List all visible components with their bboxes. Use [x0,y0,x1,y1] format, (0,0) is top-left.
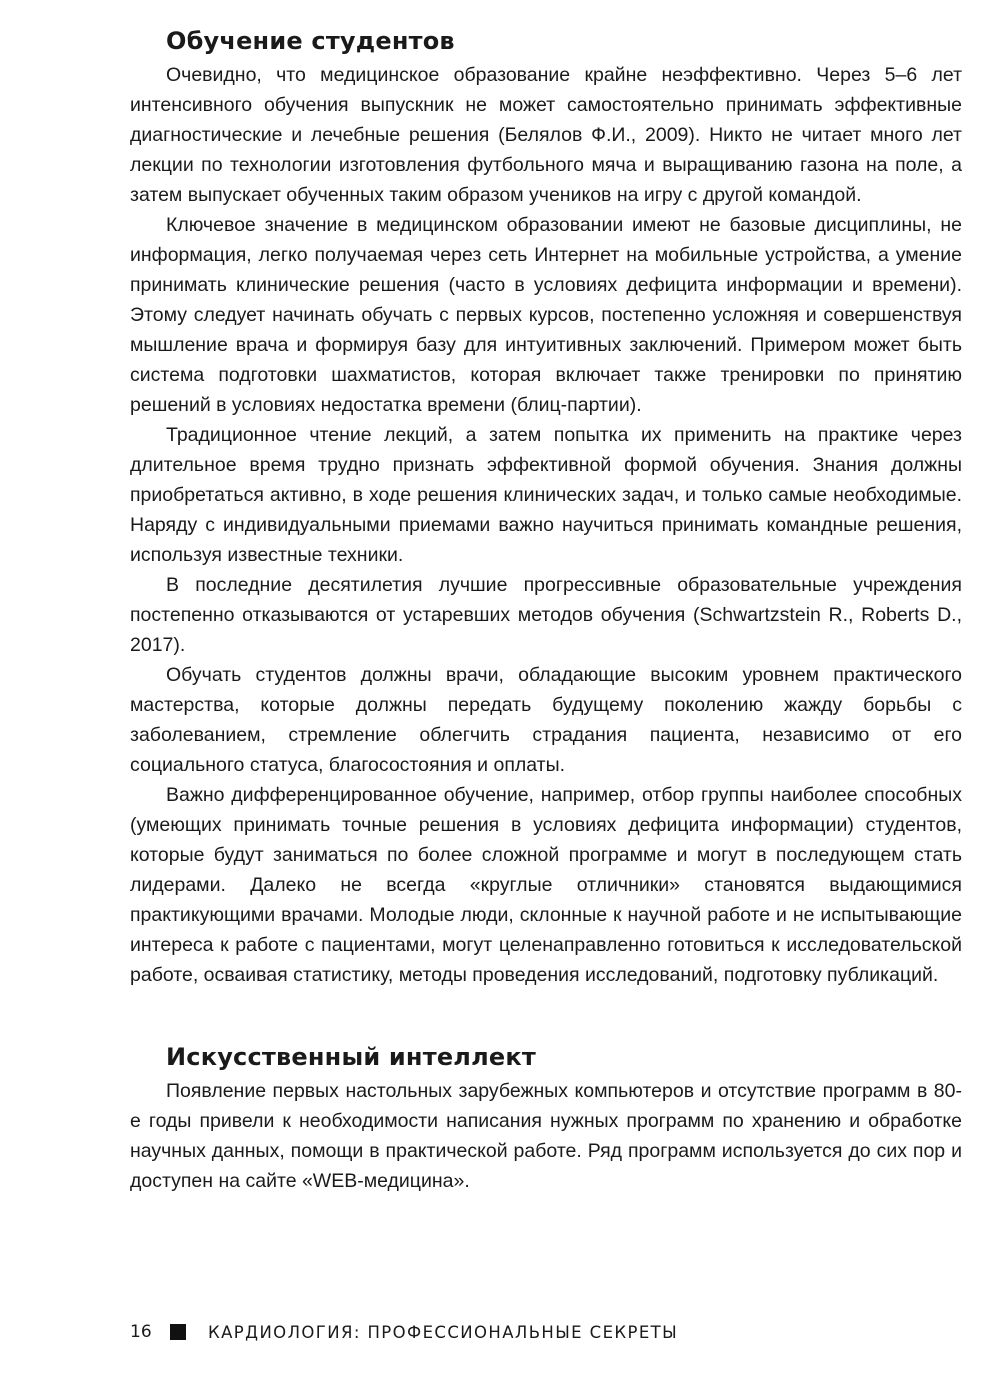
running-title: КАРДИОЛОГИЯ: ПРОФЕССИОНАЛЬНЫЕ СЕКРЕТЫ [208,1322,679,1342]
paragraph: Важно дифференцированное обучение, например, отбор группы наиболее способных (умеющих принимать точные решения в условиях дефицита информации) студентов, которые будут заниматься по более сложной программе и могут в последующем стать лидерами. Далеко не всегда «круглые отличники» становятся выдающимися практикующими врачами. Молодые люди, склонные к научной работе и не испытывающие интереса к работе с пациентами, могут целенаправленно готовиться к исследовательской работе, осваивая статистику, методы проведения исследований, подготовку публикаций. [130,784,962,986]
section-heading: Обучение студентов [166,27,455,55]
paragraph: Очевидно, что медицинское образование крайне неэффективно. Через 5–6 лет интенсивного обучения выпускник не может самостоятельно принимать эффективные диагностические и лечебные решения (Белялов Ф.И., 2009). Никто не читает много лет лекции по технологии изготовления футбольного мяча и выращиванию газона на поле, а затем выпускает обученных таким образом учеников на игру с другой командой. [130,64,962,206]
black-square-icon [170,1324,186,1340]
section-student-education [130,24,962,990]
page-number: 16 [130,1322,152,1342]
page-footer [130,1322,678,1342]
paragraph: Обучать студентов должны врачи, обладающие высоким уровнем практического мастерства, которые должны передать будущему поколению жажду борьбы с заболеванием, стремление облегчить страдания пациента, независимо от его социального статуса, благосостояния и оплаты. [130,664,962,776]
section-artificial-intelligence [130,1040,962,1196]
paragraph: Появление первых настольных зарубежных компьютеров и отсутствие программ в 80-е годы привели к необходимости написания нужных программ по хранению и обработке научных данных, помощи в практической работе. Ряд программ используется до сих пор и доступен на сайте «WEB-медицина». [130,1080,962,1192]
paragraph: Традиционное чтение лекций, а затем попытка их применить на практике через длительное время трудно признать эффективной формой обучения. Знания должны приобретаться активно, в ходе решения клинических задач, и только самые необходимые. Наряду с индивидуальными приемами важно научиться принимать командные решения, используя известные техники. [130,424,962,566]
section-heading: Искусственный интеллект [166,1043,536,1071]
paragraph: Ключевое значение в медицинском образовании имеют не базовые дисциплины, не информация, легко получаемая через сеть Интернет на мобильные устройства, а умение принимать клинические решения (часто в условиях дефицита информации и времени). Этому следует начинать обучать с первых курсов, постепенно усложняя и совершенствуя мышление врача и формируя базу для интуитивных заключений. Примером может быть система подготовки шахматистов, которая включает также тренировки по принятию решений в условиях недостатка времени (блиц-партии). [130,214,962,416]
paragraph: В последние десятилетия лучшие прогрессивные образовательные учреждения постепенно отказываются от устаревших методов обучения (Schwartzstein R., Roberts D., 2017). [130,574,962,656]
page-content [130,24,962,1196]
